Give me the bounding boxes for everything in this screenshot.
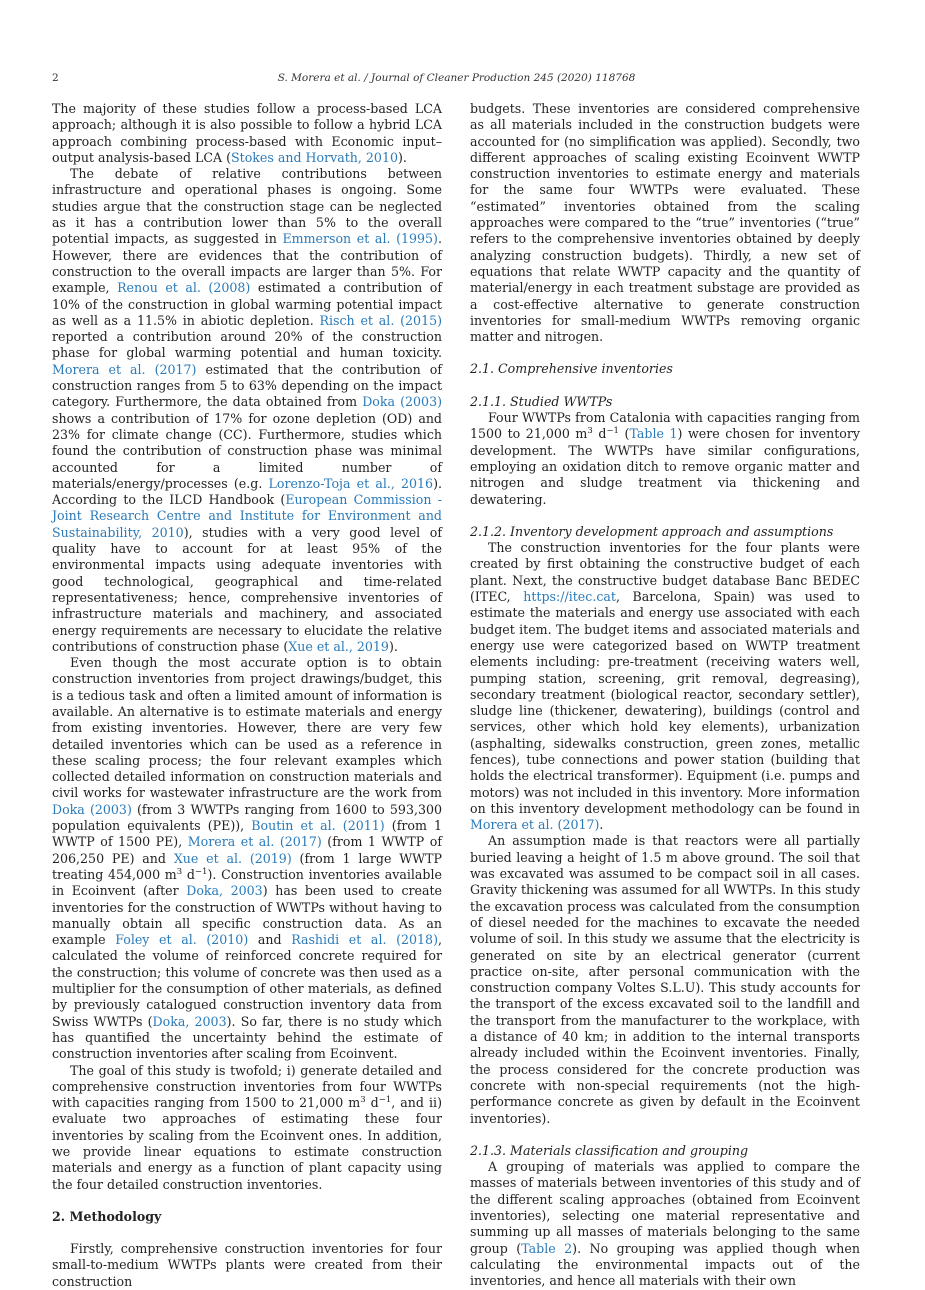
subsubsection-heading: 2.1.1. Studied WWTPs [470, 393, 613, 409]
paragraph: A grouping of materials was applied to compare the masses of materials between inventories of this study and of the different scaling approaches (obtained from Ecoinvent inventories), selecting one material representative and summing up all masses of materials belonging to the same group (Table 2). No grouping was applied though when calculating the environmental impacts out of the inventories, and hence all materials with their own [470, 1159, 860, 1289]
citation-link[interactable]: Morera et al. (2017) [52, 361, 197, 377]
citation-link[interactable]: Lorenzo-Toja et al., 2016 [268, 475, 434, 491]
citation-link[interactable]: Boutin et al. (2011) [251, 818, 385, 834]
paragraph: The goal of this study is twofold; i) generate detailed and comprehensive construction inventories from four WWTPs with capacities ranging from 1500 to 21,000 $m^3$ $d^{-1}$, and ii) evaluate two approaches of estimating these four inventories by scaling from the Ecoinvent ones. In addition, we provide linear equations to estimate construction materials and energy as a function of plant capacity using the four detailed construction inventories. [52, 1062, 442, 1192]
citation-link[interactable]: Morera et al. (2017) [187, 834, 322, 850]
page-number: 2 [52, 72, 59, 84]
citation-link[interactable]: Emmerson et al. (1995) [282, 231, 438, 247]
citation-link[interactable]: Morera et al. (2017) [470, 817, 600, 833]
paragraph: Even though the most accurate option is to obtain construction inventories from project drawings/budget, this is a tedious task and often a limited amount of information is available. An alternative is to estimate materials and energy from existing inventories. However, there are very few detailed inventories which can be used as a reference in these scaling process; the four relevant examples which collected detailed information on construction materials and civil works for wastewater infrastructure are the work from Doka (2003) (from 3 WWTPs ranging from 1600 to 593,300 population equivalents (PE)), Boutin et al. (2011) (from 1 WWTP of 1500 PE), Morera et al. (2017) (from 1 WWTP of 206,250 PE) and Xue et al. (2019) (from 1 large WWTP treating 454,000 $m^3$ $d^{-1}$). Construction inventories available in Ecoinvent (after Doka, 2003) has been used to create inventories for the construction of WWTPs without having to manually obtain all specific construction data. As an example Foley et al. (2010) and Rashidi et al. (2018), calculated the volume of reinforced concrete required for the construction; this volume of concrete was then used as a multiplier for the consumption of other materials, as defined by previously catalogued construction inventory data from Swiss WWTPs (Doka, 2003). So far, there is no study which has quantified the uncertainty behind the estimate of construction inventories after scaling from Ecoinvent. [52, 655, 443, 1062]
subsubsection-heading: 2.1.3. Materials classification and grouping [470, 1142, 749, 1158]
citation-link[interactable]: Doka (2003) [52, 801, 132, 817]
citation-link[interactable]: Doka, 2003 [152, 1013, 227, 1029]
citation-link[interactable]: Doka (2003) [362, 394, 442, 410]
paragraph: An assumption made is that reactors were all partially buried leaving a height of 1.5 m above ground. The soil that was excavated was assumed to be compact soil in all cases. Gravity thickening was assumed for all WWTPs. In this study the excavation process was calculated from the consumption of diesel needed for the machines to excavate the needed volume of soil. In this study we assume that the electricity is generated on site by an electrical generator (current practice on-site, after personal communication with the construction company Voltes S.L.U). This study accounts for the transport of the excess excavated soil to the landfill and the transport from the manufacturer to the workplace, with a distance of 40 km; in addition to the internal transports already included within the Ecoinvent inventories. Finally, the process considered for the concrete production was concrete with non-special requirements (not the high-performance concrete as given by default in the Ecoinvent inventories). [470, 833, 860, 1126]
paragraph: The debate of relative contributions between infrastructure and operational phases is ongoing. Some studies argue that the construction stage can be neglected as it has a contribution lower than 5% to the overall potential impacts, as suggested in Emmerson et al. (1995). However, there are evidences that the contribution of construction to the overall impacts are larger than 5%. For example, Renou et al. (2008) estimated a contribution of 10% of the construction in global warming potential impact as well as a 11.5% in abiotic depletion. Risch et al. (2015) reported a contribution around 20% of the construction phase for global warming potential and human toxicity. Morera et al. (2017) estimated that the contribution of construction ranges from 5 to 63% depending on the impact category. Furthermore, the data obtained from Doka (2003) shows a contribution of 17% for ozone depletion (OD) and 23% for climate change (CC). Furthermore, studies which found the contribution of construction phase was minimal accounted for a limited number of materials/energy/processes (e.g. Lorenzo-Toja et al., 2016). According to the ILCD Handbook (European Commission - Joint Research Centre and Institute for Environment and Sustainability, 2010), studies with a very good level of quality have to account for at least 95% of the environmental impacts using adequate inventories with good technological, geographical and time-related representativeness; hence, comprehensive inventories of infrastructure materials and machinery, and associated energy requirements are necessary to elucidate the relative contributions of construction phase (Xue et al., 2019). [52, 166, 443, 654]
paragraph: The construction inventories for the four plants were created by first obtaining the constructive budget of each plant. Next, the constructive budget database Banc BEDEC (ITEC, https://itec.cat, Barcelona, Spain) was used to estimate the materials and energy use associated with each budget item. The budget items and associated materials and energy use were categorized based on WWTP treatment elements including: pre-treatment (receiving waters well, pumping station, screening, grit removal, degreasing), secondary treatment (biological reactor, secondary settler), sludge line (thickener, dewatering), buildings (control and services, other which hold key elements), urbanization (asphalting, sidewalks construction, green zones, metallic fences), tube connections and power station (building that holds the electrical transformer). Equipment (i.e. pumps and motors) was not included in this inventory. More information on this inventory development methodology can be found in Morera et al. (2017). [470, 540, 860, 833]
page-header [52, 72, 861, 88]
citation-link[interactable]: European Commission - Joint Research Centre and Institute for Environment and Sustainability, 2010 [52, 492, 442, 540]
paragraph: Firstly, comprehensive construction inventories for four small-to-medium WWTPs plants were created from their construction [52, 1241, 442, 1289]
running-title: S. Morera et al. / Journal of Cleaner Production 245 (2020) 118768 [277, 72, 636, 84]
citation-link[interactable]: Xue et al. (2019) [173, 850, 292, 866]
table-link[interactable]: Table 2 [521, 1240, 573, 1256]
citation-link[interactable]: Xue et al., 2019 [288, 638, 389, 654]
citation-link[interactable]: Doka, 2003 [186, 883, 263, 899]
citation-link[interactable]: Foley et al. (2010) [115, 932, 249, 948]
citation-link[interactable]: Rashidi et al. (2018) [291, 932, 438, 948]
left-column [52, 101, 442, 1290]
subsubsection-heading: 2.1.2. Inventory development approach and assumptions [470, 523, 834, 539]
citation-link[interactable]: Renou et al. (2008) [117, 280, 251, 296]
citation-link[interactable]: Risch et al. (2015) [319, 312, 443, 328]
section-heading: 2. Methodology [52, 1208, 162, 1224]
paragraph: budgets. These inventories are considered comprehensive as all materials included in the construction budgets were accounted for (no simplification was applied). Secondly, two different approaches of scaling existing Ecoinvent WWTP construction inventories to estimate energy and materials for the same four WWTPs were evaluated. These “estimated” inventories obtained from the scaling approaches were compared to the “true” inventories (“true” refers to the comprehensive inventories obtained by deeply analyzing construction budgets). Thirdly, a new set of equations that relate WWTP capacity and the quantity of material/energy in each treatment substage are provided as a cost-effective alternative to generate construction inventories for small-medium WWTPs removing organic matter and nitrogen. [470, 101, 860, 345]
paragraph: Four WWTPs from Catalonia with capacities ranging from 1500 to 21,000 $m^3$ $d^{-1}$ (Table 1) were chosen for inventory development. The WWTPs have similar configurations, employing an oxidation ditch to remove organic matter and nitrogen and sludge treatment via thickening and dewatering. [470, 410, 860, 507]
table-link[interactable]: Table 1 [629, 426, 678, 442]
url-link[interactable]: https://itec.cat [523, 589, 616, 605]
paragraph: The majority of these studies follow a process-based LCA approach; although it is also possible to follow a hybrid LCA approach combining process-based with Economic input–output analysis-based LCA (Stokes and Horvath, 2010). [52, 101, 442, 165]
citation-link[interactable]: Stokes and Horvath, 2010 [231, 149, 398, 165]
subsection-heading: 2.1. Comprehensive inventories [470, 361, 673, 377]
right-column [470, 101, 860, 1289]
